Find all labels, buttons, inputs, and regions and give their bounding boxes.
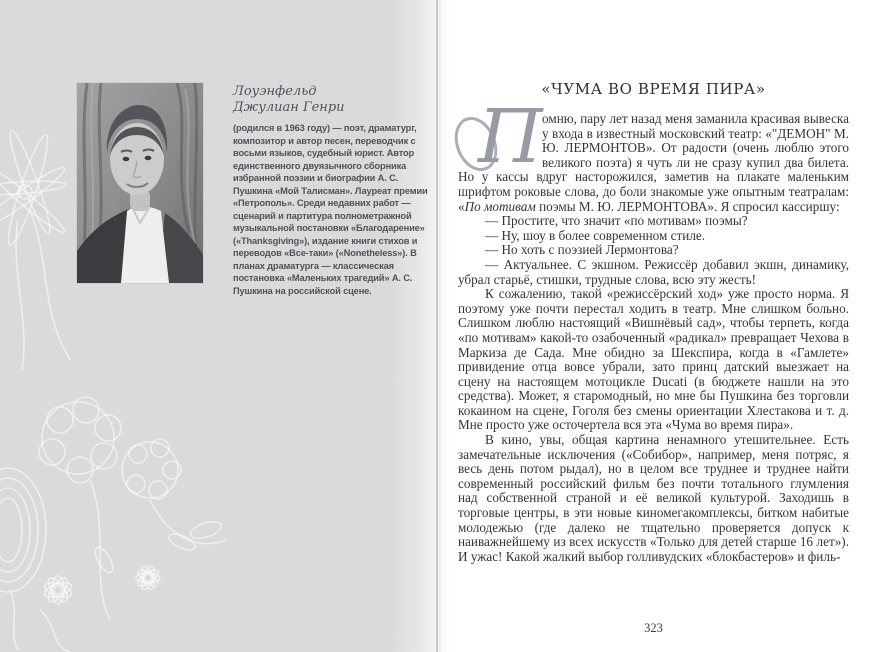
- dialogue-line: — Актуальнее. С экшном. Режиссёр добавил экшн, динамику, убрал старьё, стишки, трудные слова, всю эту жесть!: [458, 256, 849, 287]
- dialogue-line: — Ну, шоу в более современном стиле.: [485, 227, 706, 243]
- author-photo: [77, 83, 203, 283]
- paragraph-first-text: омню, пару лет назад меня заманила красивая вывеска у входа в известный московский театр: «"ДЕМОН" М. Ю. ЛЕРМОНТОВ». От радости (очень люблю этого великого поэта) я чуть ли не сразу купил два билета. Но у кассы вдруг насторожился, заметив на плакате маленьким шрифтом роковые слова, до боли знакомые уже опытным театралам: «: [458, 111, 849, 214]
- paragraph: В кино, увы, общая картина ненамного утешительнее. Есть замечательные исключения («Собибор», например, меня потряс, я весь день потом рыдал), но в целом все труднее и труднее найти современный российский фильм без почти тотального глумления над собственной страной и её великой культурой. Заходишь в торговые центры, в эти новые киномегакомплексы, битком набитые молодежью (где далеко не тщательно проверяется допуск к наиважнейшему из всех искусств «Только для детей старше 16 лет»). И ужас! Какой жалкий выбор голливудских «блокбастеров» и филь-: [458, 432, 849, 564]
- paragraph: К сожалению, такой «режиссёрский ход» уже просто норма. Я поэтому уже почти перестал ходить в театр. Мне слишком больно. Слишком люблю настоящий «Вишнёвый сад», чтобы терпеть, когда «по мотивам» какой-то озабоченный «радикал» превращает Чехова в Маркиза де Сада. Мне обидно за Шекспира, когда в «Гамлете» привидение отца вовсе убрали, зато принц датский выезжает на сцену на настоящем мотоцикле Ducati (в бюджете нашли на это средства). Может, я старомодный, но мне бы Пушкина без торговли кокаином на сцене, Гоголя без смены ориентации Хлестакова и т. д. Мне просто уже осточертела вся эта «Чума во время пира».: [458, 286, 849, 433]
- author-bio: (родился в 1963 году) — поэт, драматург, композитор и автор песен, переводчик с восьми языков, судебный юрист. Автор единственного двуязычного сборника избранной поэзии и биографии А. С. Пушкина «Мой Талисман». Лауреат премии «Петрополь». Среди недавних работ — сценарий и партитура полнометражной музыкальной постановки «Благодарение» («Thanksgiving»), издание книги стихов и переводов «Все-таки» («Nonetheless»). В планах драматурга — классическая постановка «Маленьких трагедий» А. С. Пушкина на российской сцене.: [233, 123, 428, 296]
- author-name-line1: Лоуэнфельд: [233, 84, 317, 99]
- chapter-title: «ЧУМА ВО ВРЕМЯ ПИРА»: [541, 80, 766, 98]
- drop-cap: П: [458, 112, 542, 156]
- floral-ornament-bottom-left-icon: [0, 390, 260, 652]
- page-number: 323: [644, 621, 663, 635]
- author-portrait-image: [77, 83, 203, 283]
- paragraph-first-tail: поэмы М. Ю. ЛЕРМОНТОВА». Я спросил кассиршу:: [535, 198, 840, 214]
- right-page: [438, 0, 872, 652]
- dialogue-line: — Но хоть с поэзией Лермонтова?: [485, 242, 679, 258]
- italic-phrase: По мотивам: [464, 198, 536, 214]
- dialogue-line: — Простите, что значит «по мотивам» поэмы?: [485, 213, 748, 229]
- paragraph-first: [458, 94, 849, 214]
- chapter-body: [458, 94, 849, 564]
- author-name-line2: Джулиан Генри: [233, 99, 345, 115]
- author-name: [233, 84, 428, 115]
